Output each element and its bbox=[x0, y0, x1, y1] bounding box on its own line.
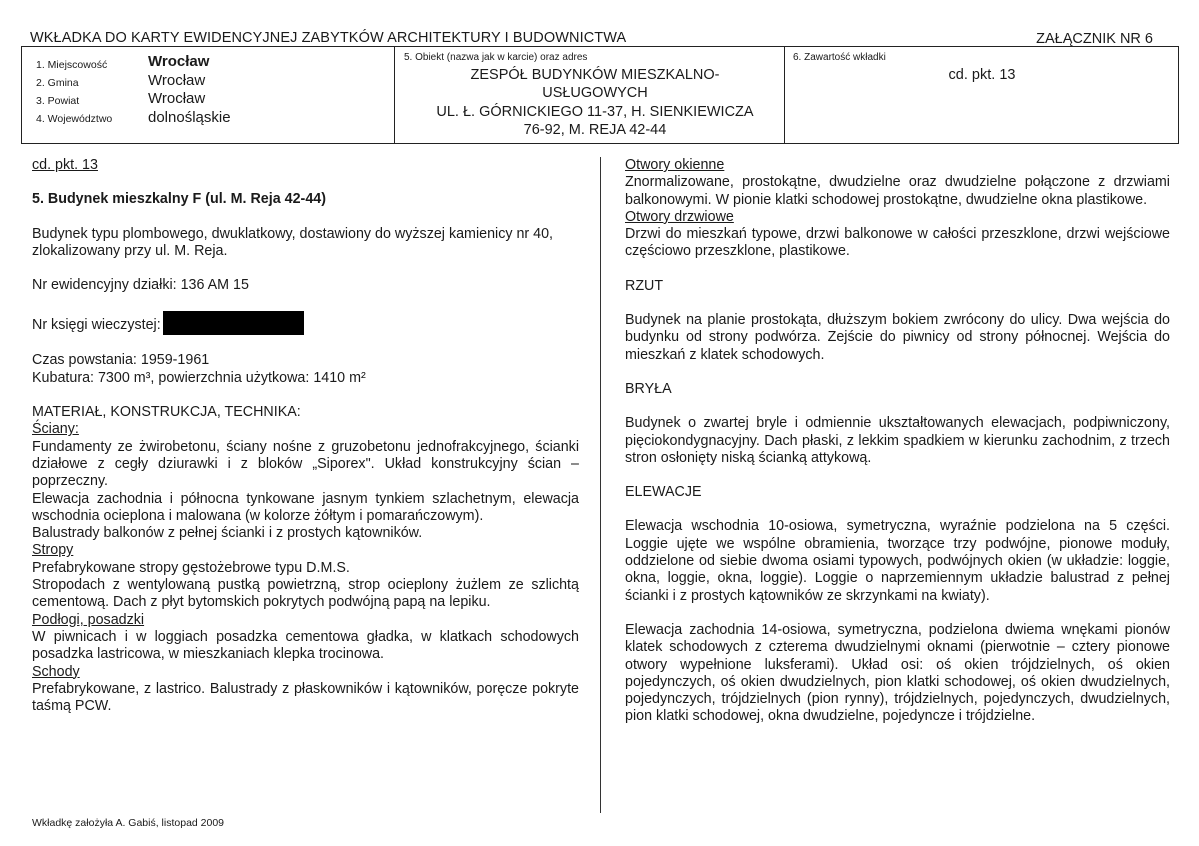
field-label: 1. Miejscowość bbox=[36, 59, 108, 71]
content-label: 6. Zawartość wkładki bbox=[793, 52, 886, 63]
windows-heading: Otwory okienne bbox=[625, 157, 725, 173]
content-value: cd. pkt. 13 bbox=[948, 67, 1016, 83]
ceilings-text: Prefabrykowane stropy gęstożebrowe typu D.M.S. bbox=[32, 559, 350, 576]
stairs-heading: Schody bbox=[32, 663, 80, 680]
header-box bbox=[21, 46, 1179, 144]
parcel-number: Nr ewidencyjny działki: 136 AM 15 bbox=[32, 277, 249, 294]
mass-text: Budynek o zwartej bryle i odmiennie ukształtowanych elewacjach, podpiwniczony, pięciokondygnacyjny. Dach płaski, z lekkim spadkiem w kierunku zachodnim, z trzech stron osłonięty niską ścianką attykową. bbox=[625, 415, 1170, 466]
walls-text: Fundamenty ze żwirobetonu, ściany nośne z gruzobetonu jednofrakcyjnego, ścianki działowe z cegły dziurawki i z bloków „Siporex". Układ konstrukcyjny ścian – poprzeczny. bbox=[32, 438, 579, 490]
ceilings-text: Stropodach z wentylowaną pustką powietrzną, strop ocieplony żużlem ze szlichtą cementową. Dach z płyt bytomskich pokrytych podwójną papą na lepiku. bbox=[32, 577, 579, 611]
walls-heading: Ściany: bbox=[32, 421, 79, 438]
land-register-label: Nr księgi wieczystej: bbox=[32, 317, 161, 334]
left-column bbox=[32, 157, 579, 715]
elevation-west-text: Elewacja zachodnia 14-osiowa, symetryczna, podzielona dwiema wnękami pionów klatek schodowych z czterema dwudzielnymi oknami (pierwotnie – cztery pionowe otwory wypełnione luksferami). Układ osi: oś okien trójdzielnych, oś okien pojedynczych, oś okien dwudzielnych, pion klatki schodowej, oś okien dwudzielnych, pojedynczych, trójdzielnych (pion rynny), trójdzielnych, pojedynczych, dwudzielnych, pion klatki schodowej, okna dwudzielne, pojedyncze i trójdzielne. bbox=[625, 621, 1170, 725]
doors-heading: Otwory drzwiowe bbox=[625, 208, 734, 225]
object-label: 5. Obiekt (nazwa jak w karcie) oraz adres bbox=[404, 52, 588, 63]
volume-area: Kubatura: 7300 m³, powierzchnia użytkowa: 1410 m² bbox=[32, 369, 366, 386]
land-register-row bbox=[32, 311, 579, 335]
object-line: USŁUGOWYCH bbox=[542, 85, 648, 102]
floors-heading: Podłogi, posadzki bbox=[32, 611, 145, 628]
object-name-address bbox=[404, 66, 786, 139]
intro-text: Budynek typu plombowego, dwuklatkowy, dostawiony do wyższej kamienicy nr 40, zlokalizowany przy ul. M. Reja. bbox=[32, 225, 554, 259]
stairs-text: Prefabrykowane, z lastrico. Balustrady z płaskowników i kątowników, poręcze pokryte taśmą PCW. bbox=[32, 680, 579, 715]
plan-text: Budynek na planie prostokąta, dłuższym bokiem zwrócony do ulicy. Dwa wejścia do budynku od strony podwórza. Zejście do piwnicy od strony północnej. Wejścia do mieszkań z klatek schodowych. bbox=[625, 312, 1170, 363]
field-label: 2. Gmina bbox=[36, 77, 79, 89]
walls-text: Elewacja zachodnia i północna tynkowane jasnym tynkiem szlachetnym, elewacja wschodnia ocieplona i malowana (w kolorze żółtym i pomarańczowym). bbox=[32, 490, 579, 524]
footer-author: Wkładkę założyła A. Gabiś, listopad 2009 bbox=[32, 817, 225, 829]
field-value: Wrocław bbox=[148, 53, 210, 70]
right-column bbox=[625, 157, 1170, 726]
object-line: ZESPÓŁ BUDYNKÓW MIESZKALNO- bbox=[470, 67, 720, 83]
elevations-heading: ELEWACJE bbox=[625, 484, 702, 501]
plan-heading: RZUT bbox=[625, 277, 664, 294]
object-line: 76-92, M. REJA 42-44 bbox=[523, 121, 667, 138]
field-values bbox=[148, 53, 231, 127]
build-period: Czas powstania: 1959-1961 bbox=[32, 352, 210, 369]
walls-text: Balustrady balkonów z pełnej ścianki i z prostych kątowników. bbox=[32, 525, 423, 542]
field-value: Wrocław bbox=[148, 71, 206, 89]
floors-text: W piwnicach i w loggiach posadzka cementowa gładka, w klatkach schodowych posadzka lastricowa, w mieszkaniach klepka trocinowa. bbox=[32, 628, 579, 663]
field-label: 3. Powiat bbox=[36, 95, 80, 107]
redaction-bar bbox=[163, 311, 304, 335]
object-line: UL. Ł. GÓRNICKIEGO 11-37, H. SIENKIEWICZA bbox=[436, 103, 754, 120]
elevation-east-text: Elewacja wschodnia 10-osiowa, symetryczna, wyraźnie podzielona na 5 części. Loggie ujęte we wspólne obramienia, tworzące trzy podwójne, pionowe moduły, oddzielone od siebie dwoma osiami typowych, podwójnych okien (w układzie: loggie, okna, loggie, okna, loggie). Loggie o naprzemiennym układzie balustrad z pełnej ścianki i z prostych kątowników ze skrzynkami na kwiaty). bbox=[625, 518, 1170, 604]
mass-heading: BRYŁA bbox=[625, 380, 672, 397]
field-value: dolnośląskie bbox=[148, 108, 231, 126]
windows-text: Znormalizowane, prostokątne, dwudzielne oraz dwudzielne połączone z drzwiami balkonowymi. W pionie klatki schodowej prostokątne, dwudzielne okna plastikowe. bbox=[625, 174, 1170, 208]
doors-text: Drzwi do mieszkań typowe, drzwi balkonowe w całości przeszklone, drzwi wejściowe częściowo przeszklone, plastikowe. bbox=[625, 226, 1170, 260]
building-heading: 5. Budynek mieszkalny F (ul. M. Reja 42-44) bbox=[32, 191, 326, 208]
material-heading: MATERIAŁ, KONSTRUKCJA, TECHNIKA: bbox=[32, 404, 301, 421]
form-title: WKŁADKA DO KARTY EWIDENCYJNEJ ZABYTKÓW ARCHITEKTURY I BUDOWNICTWA bbox=[30, 30, 627, 46]
field-value: Wrocław bbox=[148, 90, 206, 107]
continuation-label: cd. pkt. 13 bbox=[32, 157, 98, 173]
annex-number: ZAŁĄCZNIK NR 6 bbox=[1036, 31, 1153, 47]
box-divider bbox=[394, 47, 395, 143]
column-divider bbox=[600, 157, 601, 813]
field-label: 4. Województwo bbox=[36, 113, 113, 125]
ceilings-heading: Stropy bbox=[32, 542, 74, 559]
field-labels bbox=[36, 56, 112, 128]
